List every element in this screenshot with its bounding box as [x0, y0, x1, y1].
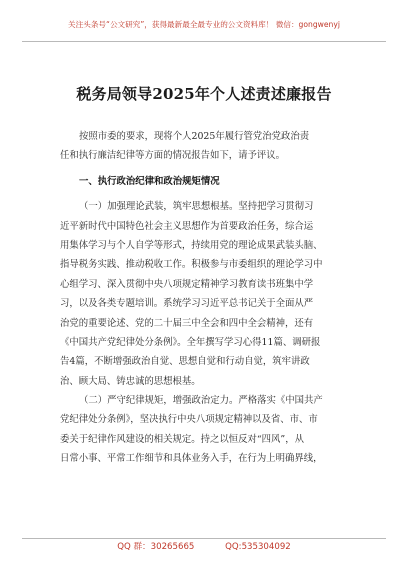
- header-banner: 关注头条号“公文研究”，获得最新最全最专业的公文资料库！ 微信：gongwenyj: [68, 20, 340, 29]
- footer: [0, 540, 408, 552]
- paragraph-line: 近平新时代中国特色社会主义思想作为首要政治任务，综合运: [60, 220, 314, 232]
- paragraph-line: （二）严守纪律规矩，增强政治定力。严格落实《中国共产: [79, 395, 323, 407]
- paragraph-line: 《中国共产党纪律处分条例》。全年撰写学习心得11篇、调研报: [60, 336, 321, 348]
- document-body: [60, 127, 360, 469]
- document-title: 税务局领导2025年个人述责述廉报告: [76, 85, 332, 103]
- paragraph-line: 委关于纪律作风建设的相关规定。持之以恒反对“四风”，从: [60, 433, 304, 445]
- footer-qq-group: QQ 群：30265665: [117, 542, 195, 552]
- paragraph-line: 告4篇，不断增强政治自觉、思想自觉和行动自觉，筑牢讲政: [60, 356, 310, 368]
- paragraph-line: 用集体学习与个人自学等形式，持续用党的理论成果武装头脑、: [60, 239, 323, 251]
- footer-divider: [22, 538, 386, 539]
- paragraph-line: 心组学习、深入贯彻中央八项规定精神学习教育读书班集中学: [60, 278, 314, 290]
- footer-qq-contact: QQ:535304092: [225, 542, 291, 552]
- paragraph-line: 习，以及各类专题培训。系统学习习近平总书记关于全面从严: [60, 298, 314, 310]
- paragraph-line: 治党的重要论述、党的二十届三中全会和四中全会精神，还有: [60, 317, 314, 329]
- intro-line: 任和执行廉洁纪律等方面的情况报告如下，请予评议。: [60, 150, 286, 162]
- paragraph-line: 指导税务实践、推动税收工作。积极参与市委组织的理论学习中: [60, 259, 323, 271]
- header-divider: [22, 41, 386, 42]
- paragraph-line: 党纪律处分条例》，坚决执行中央八项规定精神以及省、市、市: [60, 414, 318, 426]
- paragraph-line: 治、顾大局、铸忠诚的思想根基。: [60, 375, 201, 387]
- intro-line: 按照市委的要求，现将个人2025年履行管党治党政治责: [79, 131, 310, 142]
- section-heading: 一、执行政治纪律和政治规矩情况: [79, 175, 220, 187]
- paragraph-line: （一）加强理论武装，筑牢思想根基。坚持把学习贯彻习: [79, 201, 314, 213]
- paragraph-line: 日常小事、平常工作细节和具体业务入手，在行为上明确界线，: [60, 453, 323, 465]
